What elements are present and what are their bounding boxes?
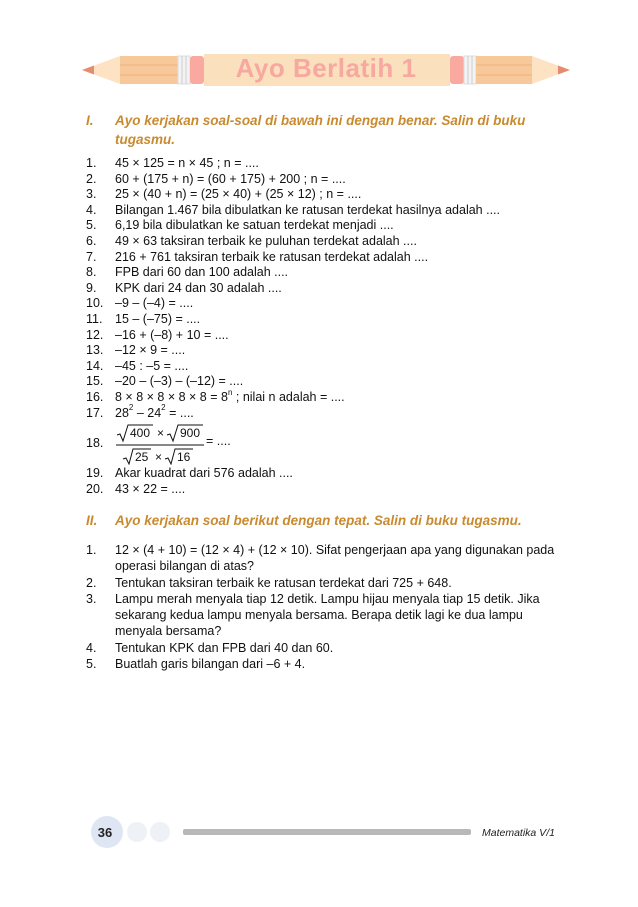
- list-item: [86, 466, 558, 482]
- list-item: [86, 656, 558, 672]
- item-number: 5.: [86, 657, 97, 672]
- item-text: 15 – (–75) = ....: [115, 311, 201, 326]
- item-text: KPK dari 24 dan 30 adalah ....: [115, 280, 282, 295]
- item-number: 4.: [86, 640, 97, 655]
- item-text: –12 × 9 = ....: [115, 343, 186, 358]
- section-1-list: [86, 156, 558, 497]
- book-title: Matematika V/1: [482, 827, 555, 839]
- item-number: 7.: [86, 249, 97, 264]
- item-number: 1.: [86, 156, 97, 170]
- item-number: 19.: [86, 466, 104, 481]
- item-text: –45 : –5 = ....: [115, 358, 189, 373]
- item-text: 49 × 63 taksiran terbaik ke puluhan terdekat adalah ....: [115, 233, 417, 248]
- item-text-post: = ....: [165, 405, 194, 420]
- item-number: 11.: [86, 311, 103, 326]
- item-text: Akar kuadrat dari 576 adalah ....: [115, 466, 293, 481]
- exponent-a: 2: [128, 403, 134, 413]
- item-text: 43 × 22 = ....: [115, 481, 186, 496]
- section-2-list: [86, 542, 558, 672]
- section-2-instruction: Ayo kerjakan soal berikut dengan tepat. Salin di buku tugasmu.: [115, 513, 522, 528]
- item-number: 10.: [86, 296, 104, 311]
- item-number: 1.: [86, 543, 97, 557]
- section-2-number: II.: [86, 513, 98, 528]
- item-text: Bilangan 1.467 bila dibulatkan ke ratusan terdekat hasilnya adalah ....: [115, 202, 500, 217]
- fraction-equals: = ....: [206, 434, 231, 449]
- item-number: 14.: [86, 358, 104, 373]
- footer-bar: [183, 829, 471, 835]
- page-number: 36: [97, 825, 113, 840]
- item-number: 8.: [86, 265, 97, 280]
- root-fraction: [115, 423, 205, 465]
- section-1-instruction: Ayo kerjakan soal-soal di bawah ini dengan benar. Salin di buku tugasmu.: [115, 113, 526, 147]
- item-text: Tentukan taksiran terbaik ke ratusan terdekat dari 725 + 648.: [115, 575, 452, 590]
- item-number: 9.: [86, 280, 97, 295]
- item-number: 2.: [86, 171, 97, 186]
- list-item: [86, 265, 558, 281]
- item-number: 20.: [86, 481, 104, 496]
- list-item: [86, 172, 558, 188]
- item-number: 12.: [86, 327, 104, 342]
- item-text: 12 × (4 + 10) = (12 × 4) + (12 × 10). Sifat pengerjaan apa yang digunakan pada operasi bilangan di atas?: [115, 543, 555, 574]
- item-text: 216 + 761 taksiran terbaik ke ratusan terdekat adalah ....: [115, 249, 429, 264]
- list-item-fraction: [86, 421, 558, 466]
- list-item: [86, 328, 558, 344]
- radicand: 16: [177, 450, 191, 465]
- item-number: 17.: [86, 405, 104, 420]
- item-text: –20 – (–3) – (–12) = ....: [115, 374, 244, 389]
- radicand: 25: [135, 450, 149, 465]
- item-number: 16.: [86, 389, 104, 404]
- base-b: – 24: [133, 405, 162, 420]
- list-item: [86, 234, 558, 250]
- list-item: [86, 187, 558, 203]
- list-item: [86, 359, 558, 375]
- list-item: [86, 403, 558, 422]
- list-item: [86, 156, 558, 172]
- item-text-pre: 8 × 8 × 8 × 8 × 8 = 8: [115, 389, 228, 404]
- times-sign: ×: [155, 450, 163, 465]
- item-number: 3.: [86, 187, 97, 202]
- list-item: [86, 250, 558, 266]
- item-text-post: ; nilai n adalah = ....: [232, 389, 345, 404]
- item-text: 6,19 bila dibulatkan ke satuan terdekat menjadi ....: [115, 218, 394, 233]
- list-item: [86, 482, 558, 498]
- list-item: [86, 343, 558, 359]
- list-item: [86, 387, 558, 406]
- list-item: [86, 218, 558, 234]
- radicand: 900: [180, 426, 201, 441]
- exponent-b: 2: [161, 403, 166, 413]
- item-number: 6.: [86, 233, 97, 248]
- title-banner: [82, 50, 570, 90]
- item-number: 4.: [86, 202, 97, 217]
- item-number: 3.: [86, 591, 97, 606]
- item-text: Lampu merah menyala tiap 12 detik. Lampu hijau menyala tiap 15 detik. Jika sekarang kedua lampu menyala bersama. Berapa detik lagi ke dua lampu menyala bersama?: [115, 591, 540, 639]
- list-item: [86, 281, 558, 297]
- item-text: 60 + (175 + n) = (60 + 175) + 200 ; n = ....: [115, 171, 346, 186]
- radicand: 400: [130, 426, 151, 441]
- item-text: –9 – (–4) = ....: [115, 296, 194, 311]
- list-item: [86, 591, 558, 640]
- item-number: 18.: [86, 436, 104, 451]
- item-text: Tentukan KPK dan FPB dari 40 dan 60.: [115, 640, 334, 655]
- list-item: [86, 374, 558, 390]
- item-text: 25 × (40 + n) = (25 × 40) + (25 × 12) ; n = ....: [115, 187, 362, 202]
- item-text: –16 + (–8) + 10 = ....: [115, 327, 229, 342]
- item-number: 2.: [86, 575, 97, 590]
- base-a: 28: [115, 405, 129, 420]
- item-text: Buatlah garis bilangan dari –6 + 4.: [115, 657, 306, 672]
- list-item: [86, 296, 558, 312]
- item-number: 5.: [86, 218, 97, 233]
- item-number: 13.: [86, 343, 104, 358]
- list-item: [86, 203, 558, 219]
- item-text: 45 × 125 = n × 45 ; n = ....: [115, 156, 259, 170]
- section-1-number: I.: [86, 113, 94, 128]
- list-item: [86, 312, 558, 328]
- times-sign: ×: [157, 426, 165, 441]
- page-footer: [0, 815, 638, 855]
- item-text: FPB dari 60 dan 100 adalah ....: [115, 265, 289, 280]
- list-item: [86, 640, 558, 656]
- list-item: [86, 575, 558, 591]
- banner-title: Ayo Berlatih 1: [235, 53, 417, 83]
- item-number: 15.: [86, 374, 104, 389]
- list-item: [86, 542, 558, 575]
- superscript: n: [227, 387, 233, 397]
